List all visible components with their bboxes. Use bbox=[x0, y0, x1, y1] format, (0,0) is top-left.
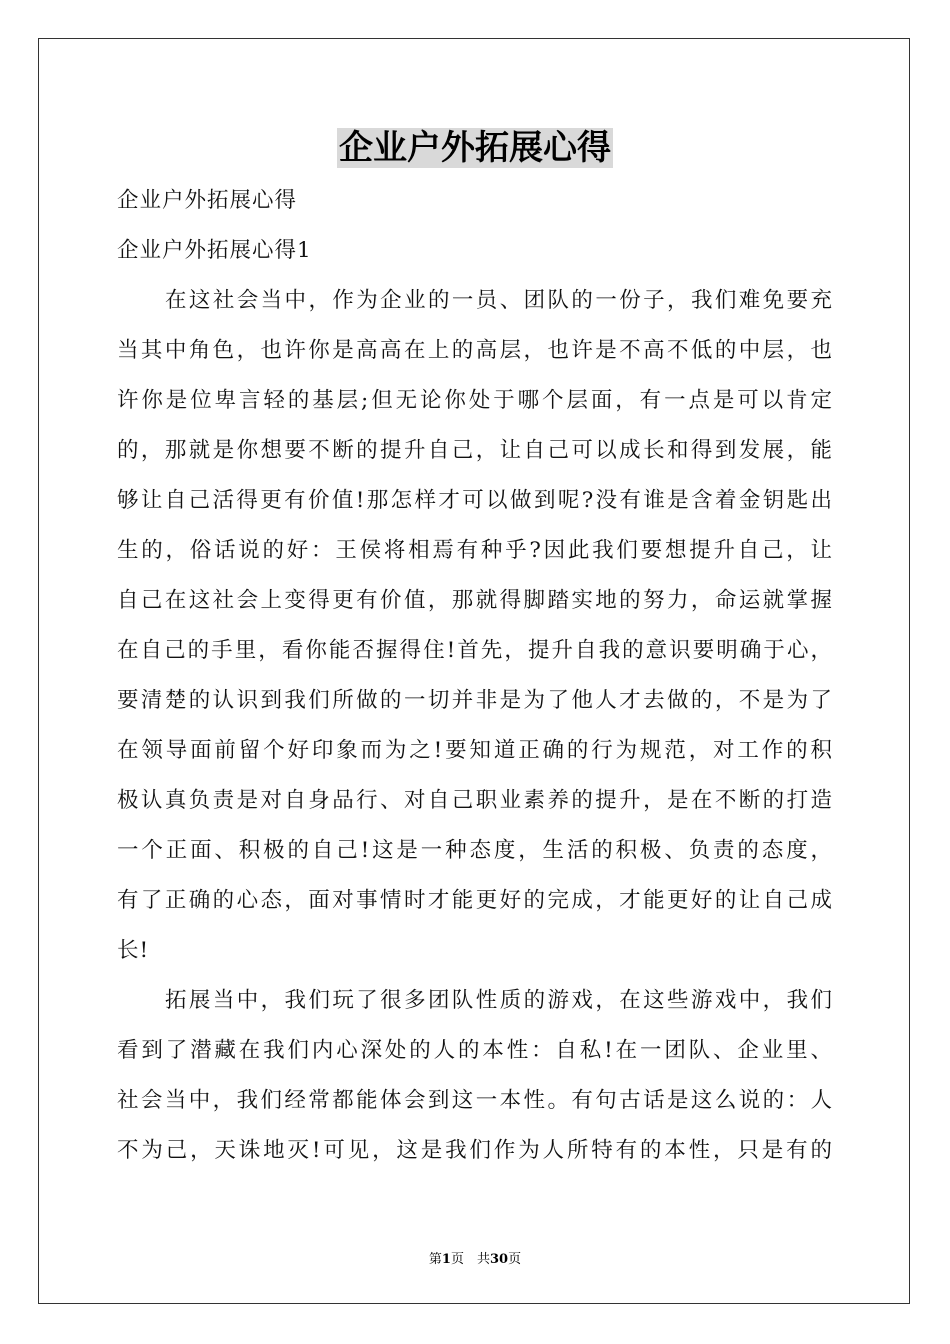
document-body bbox=[117, 176, 833, 1176]
paragraph-line: 生的，俗话说的好：王侯将相焉有种乎?因此我们要想提升自己，让 bbox=[117, 538, 833, 563]
paragraph-line: 许你是位卑言轻的基层;但无论你处于哪个层面，有一点是可以肯定 bbox=[117, 388, 833, 413]
paragraph-line: 够让自己活得更有价值!那怎样才可以做到呢?没有谁是含着金钥匙出 bbox=[117, 488, 833, 513]
paragraph-line: 极认真负责是对自身品行、对自己职业素养的提升，是在不断的打造 bbox=[117, 788, 833, 813]
page-footer bbox=[0, 1248, 950, 1267]
paragraph-line: 自己在这社会上变得更有价值，那就得脚踏实地的努力，命运就掌握 bbox=[117, 588, 833, 613]
subtitle-1: 企业户外拓展心得 bbox=[117, 188, 298, 213]
footer-page-total: 30 bbox=[489, 1252, 509, 1267]
paragraph-line: 当其中角色，也许你是高高在上的高层，也许是不高不低的中层，也 bbox=[117, 338, 833, 363]
paragraph-1 bbox=[117, 276, 833, 976]
paragraph-line: 看到了潜藏在我们内心深处的人的本性：自私!在一团队、企业里、 bbox=[117, 1038, 833, 1063]
footer-page-suffix: 页 bbox=[508, 1252, 522, 1267]
footer-page-mid: 页 共 bbox=[450, 1252, 490, 1267]
document-title bbox=[0, 124, 950, 172]
paragraph-line: 在自己的手里，看你能否握得住!首先，提升自我的意识要明确于心， bbox=[117, 638, 833, 663]
paragraph-line: 有了正确的心态，面对事情时才能更好的完成，才能更好的让自己成 bbox=[117, 888, 833, 913]
paragraph-line: 在领导面前留个好印象而为之!要知道正确的行为规范，对工作的积 bbox=[117, 738, 833, 763]
paragraph-line: 长! bbox=[117, 938, 150, 963]
subtitle-2: 企业户外拓展心得1 bbox=[117, 238, 312, 263]
paragraph-line: 在这社会当中，作为企业的一员、团队的一份子，我们难免要充 bbox=[165, 288, 833, 313]
footer-page-current: 1 bbox=[441, 1252, 451, 1267]
footer-page-prefix: 第 bbox=[428, 1252, 442, 1267]
document-title-text: 企业户外拓展心得 bbox=[339, 128, 611, 168]
paragraph-line: 的，那就是你想要不断的提升自己，让自己可以成长和得到发展，能 bbox=[117, 438, 833, 463]
paragraph-line: 一个正面、积极的自己!这是一种态度，生活的积极、负责的态度， bbox=[117, 838, 833, 863]
paragraph-2 bbox=[117, 976, 833, 1176]
paragraph-line: 要清楚的认识到我们所做的一切并非是为了他人才去做的，不是为了 bbox=[117, 688, 833, 713]
paragraph-line: 不为己，天诛地灭!可见，这是我们作为人所特有的本性，只是有的 bbox=[117, 1138, 833, 1163]
paragraph-line: 社会当中，我们经常都能体会到这一本性。有句古话是这么说的：人 bbox=[117, 1088, 833, 1113]
paragraph-line: 拓展当中，我们玩了很多团队性质的游戏，在这些游戏中，我们 bbox=[165, 988, 833, 1013]
